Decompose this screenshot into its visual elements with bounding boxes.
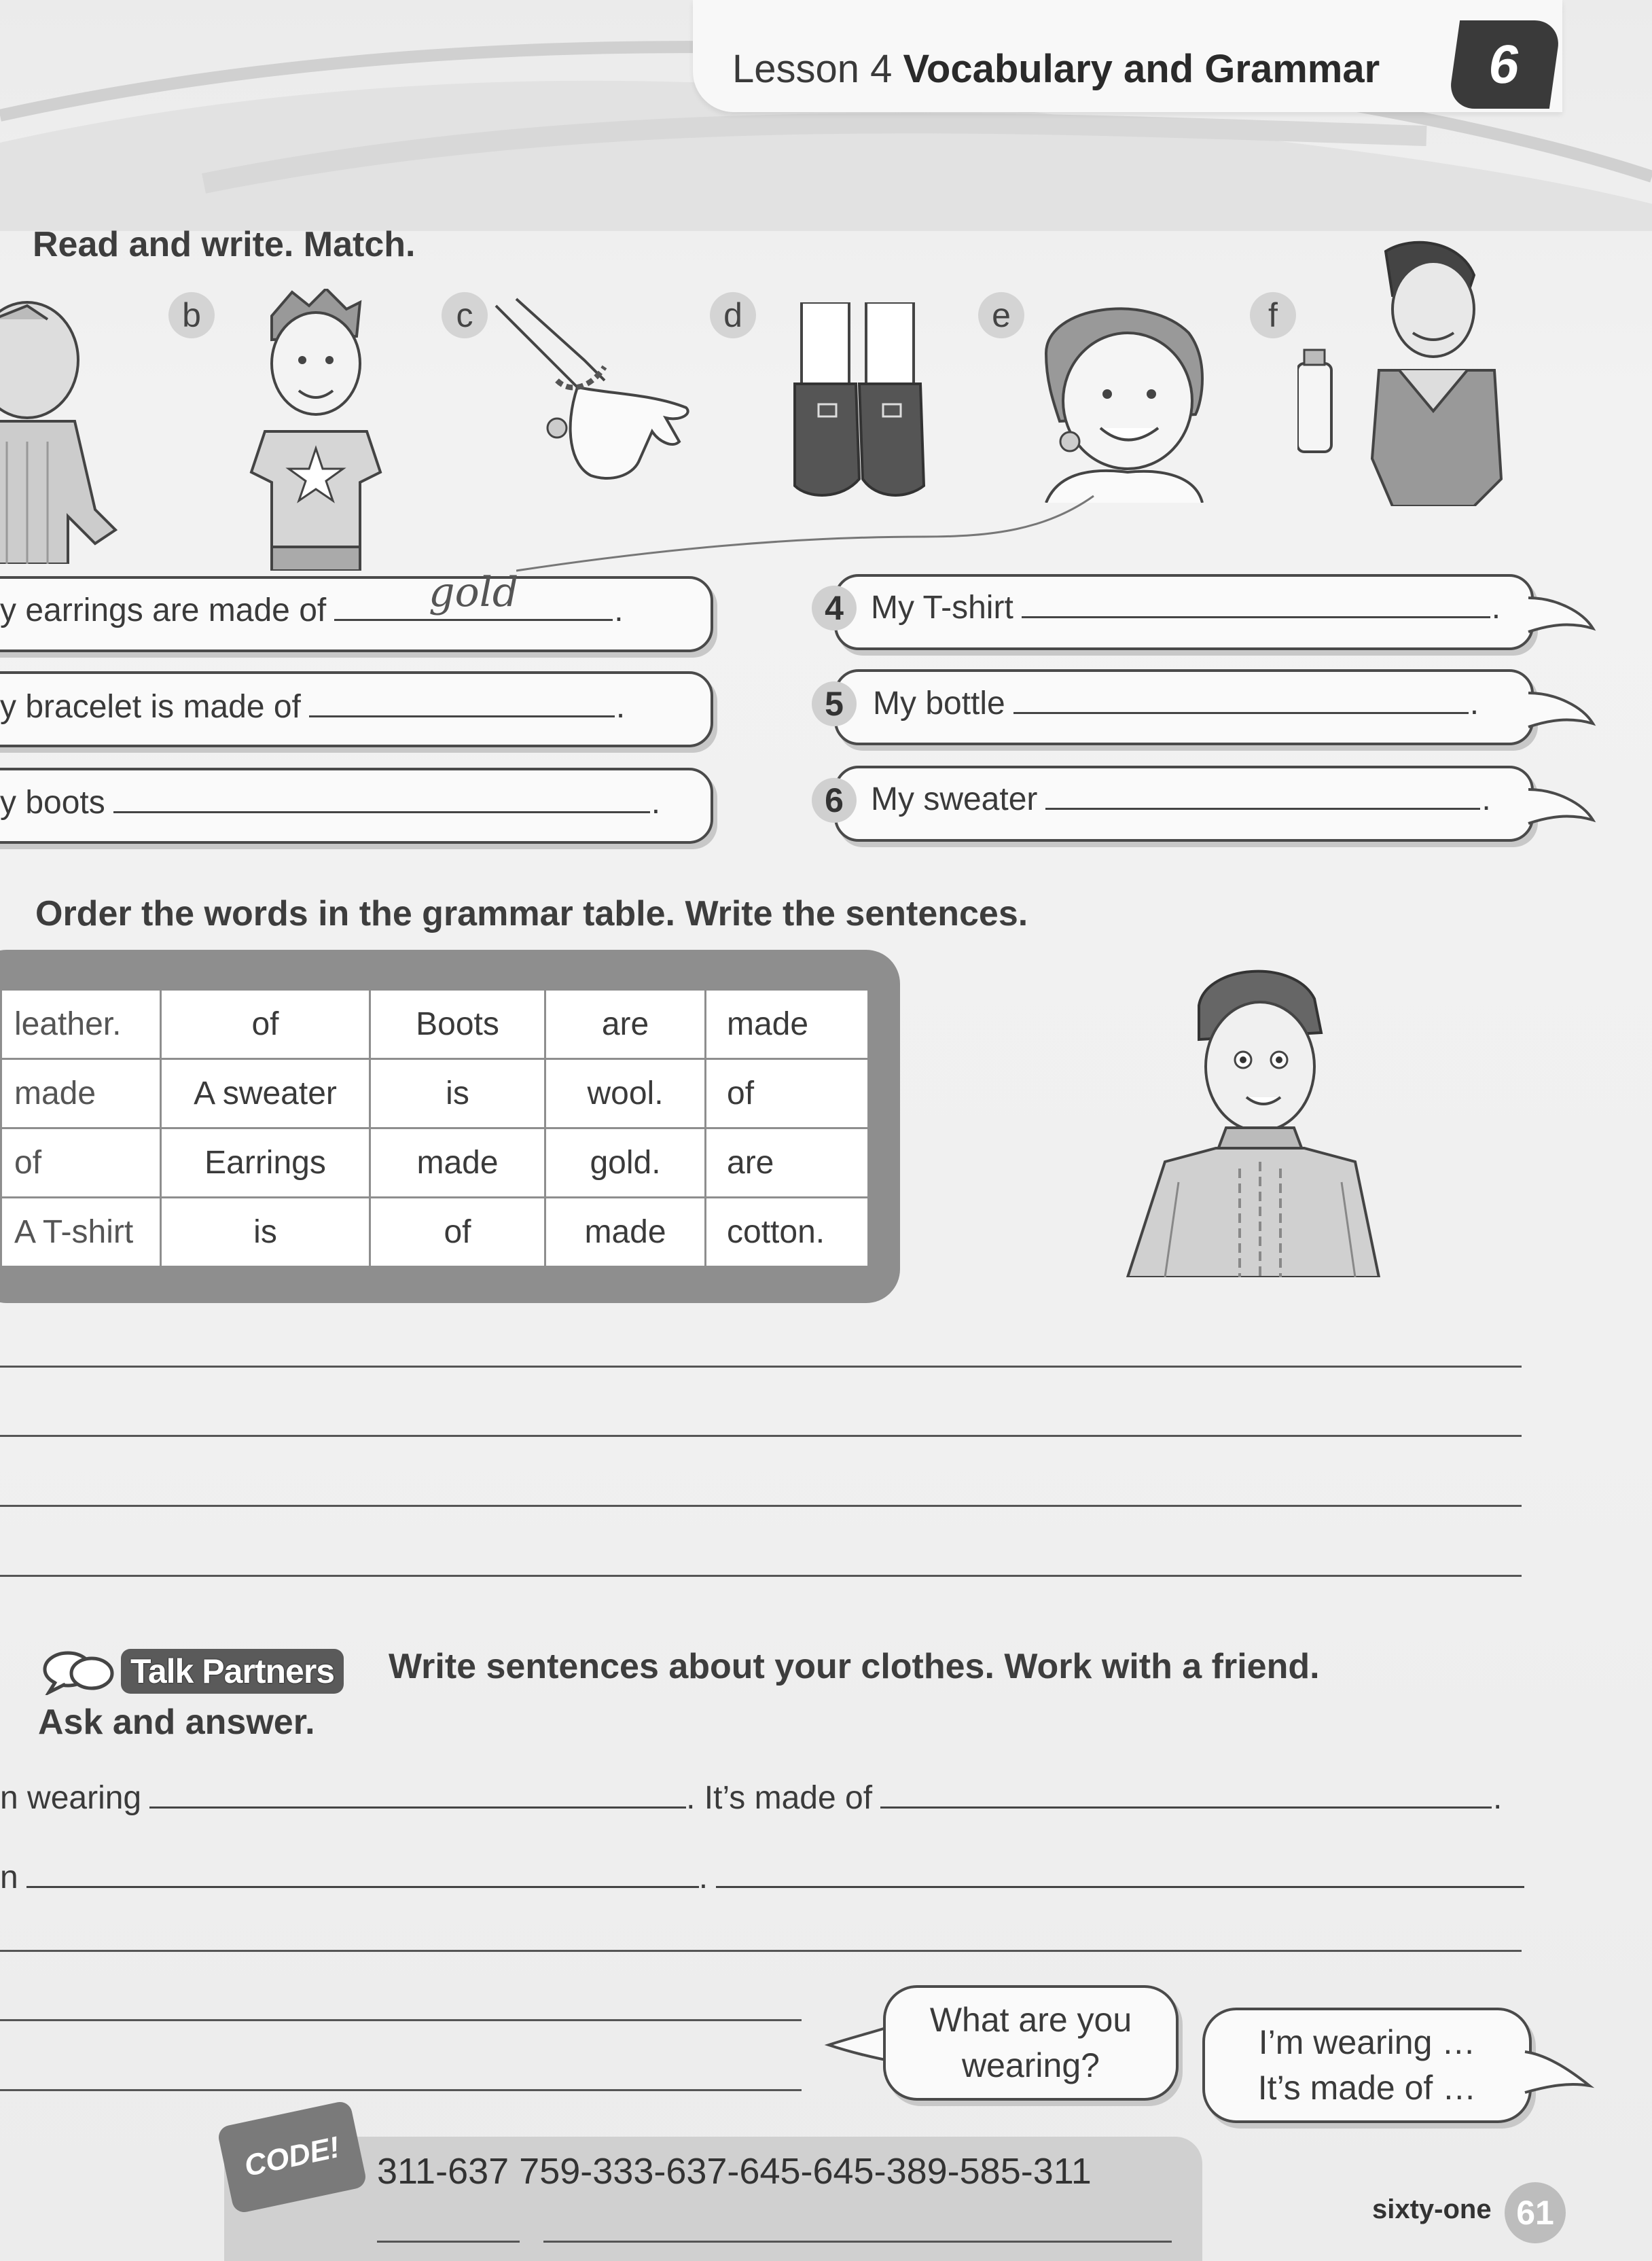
picture-letter-c: c xyxy=(442,292,488,338)
table-cell: A sweater xyxy=(161,1059,370,1128)
table-cell: is xyxy=(161,1198,370,1267)
talk-partners-badge xyxy=(41,1648,344,1695)
sentence-frame-1 xyxy=(0,1779,1502,1817)
sentence-2-text: y bracelet is made of xyxy=(0,689,301,725)
code-answer-line-2[interactable] xyxy=(543,2241,1172,2243)
sentence-5 xyxy=(873,684,1479,722)
writing-line-6[interactable] xyxy=(0,2019,802,2021)
lesson-name: Vocabulary and Grammar xyxy=(903,47,1380,91)
unit-number-badge xyxy=(1448,20,1562,109)
bubble-tails xyxy=(1522,584,1603,870)
table-cell: of xyxy=(706,1059,869,1128)
picture-letter-e: e xyxy=(978,292,1024,338)
sentence-2-period: . xyxy=(615,689,626,725)
lesson-title xyxy=(732,46,1380,92)
answer-line-2: It’s made of … xyxy=(1257,2069,1477,2107)
answer-line-1: I’m wearing … xyxy=(1258,2023,1476,2061)
code-sequence: 311-637 759-333-637-645-645-389-585-311 xyxy=(377,2151,1092,2192)
frame-1-second-field[interactable] xyxy=(880,1779,1492,1809)
table-cell: of xyxy=(161,990,370,1059)
table-cell: cotton. xyxy=(706,1198,869,1267)
table-cell: gold. xyxy=(545,1128,706,1198)
exercise2-instruction: Order the words in the grammar table. Write the sentences. xyxy=(35,894,1028,933)
frame-2-start-text: n xyxy=(0,1859,18,1895)
sentence-4-answer-field[interactable] xyxy=(1022,588,1490,618)
sentence-3-period: . xyxy=(651,785,661,821)
sentence-1 xyxy=(0,569,624,629)
writing-line-5[interactable] xyxy=(0,1950,1522,1952)
table-cell: made xyxy=(545,1198,706,1267)
table-cell: leather. xyxy=(1,990,161,1059)
boy-tshirt-illustration xyxy=(245,289,387,571)
page-number-words: sixty-one xyxy=(1372,2194,1492,2224)
item-number-4: 4 xyxy=(812,586,857,630)
frame-middle-text: . It’s made of xyxy=(686,1780,873,1816)
boy-sweater-illustration xyxy=(0,292,129,564)
sentence-6-answer-field[interactable] xyxy=(1045,780,1480,810)
boy-knitted-sweater-illustration xyxy=(1124,965,1382,1277)
exercise3-instruction-line2: Ask and answer. xyxy=(38,1703,315,1742)
sentence-1-text: y earrings are made of xyxy=(0,592,327,628)
code-answer-line-1[interactable] xyxy=(377,2241,520,2243)
table-row xyxy=(1,1198,869,1267)
sentence-2-answer-field[interactable] xyxy=(309,688,615,717)
writing-line-7[interactable] xyxy=(0,2089,802,2091)
table-cell: made xyxy=(370,1128,545,1198)
talk-partners-label: Talk Partners xyxy=(121,1649,344,1694)
answer-bubble-tail xyxy=(1522,2045,1596,2106)
grammar-table xyxy=(0,989,869,1268)
frame-2-period: . xyxy=(698,1859,708,1895)
picture-letter-b: b xyxy=(168,292,215,338)
sentence-6-period: . xyxy=(1482,781,1491,817)
table-cell: A T-shirt xyxy=(1,1198,161,1267)
table-row xyxy=(1,990,869,1059)
sentence-4-text: My T-shirt xyxy=(871,590,1013,626)
girl-earrings-illustration xyxy=(1032,299,1216,503)
hand-bracelet-illustration xyxy=(475,292,706,503)
table-cell: is xyxy=(370,1059,545,1128)
picture-letter-d: d xyxy=(710,292,756,338)
page-number-badge: 61 xyxy=(1505,2182,1566,2243)
speech-bubble-question xyxy=(883,1985,1179,2101)
sentence-6-text: My sweater xyxy=(871,781,1038,817)
table-cell: made xyxy=(1,1059,161,1128)
sentence-3-text: y boots xyxy=(0,785,105,821)
sentence-5-text: My bottle xyxy=(873,686,1005,722)
sentence-1-answer: gold xyxy=(429,569,519,616)
frame-1-period: . xyxy=(1493,1780,1503,1816)
sentence-5-period: . xyxy=(1469,686,1479,722)
table-cell: of xyxy=(1,1128,161,1198)
table-cell: wool. xyxy=(545,1059,706,1128)
sentence-1-period: . xyxy=(614,592,624,628)
speech-bubble-answer xyxy=(1202,2008,1532,2123)
table-cell: are xyxy=(706,1128,869,1198)
writing-line-3[interactable] xyxy=(0,1505,1522,1507)
picture-letter-f: f xyxy=(1250,292,1296,338)
sentence-6 xyxy=(871,780,1491,818)
table-cell: made xyxy=(706,990,869,1059)
writing-line-4[interactable] xyxy=(0,1575,1522,1577)
table-row xyxy=(1,1128,869,1198)
frame-2-first-field[interactable] xyxy=(26,1858,699,1888)
sentence-frame-2 xyxy=(0,1858,1524,1896)
sentence-2 xyxy=(0,688,625,726)
sentence-4 xyxy=(871,588,1501,626)
frame-2-second-field[interactable] xyxy=(716,1858,1524,1888)
item-number-6: 6 xyxy=(812,778,857,823)
speech-bubbles-icon xyxy=(41,1648,115,1695)
exercise3-instruction-line1: Write sentences about your clothes. Work with a friend. xyxy=(389,1647,1320,1686)
boots-illustration xyxy=(781,302,937,499)
lesson-number: Lesson 4 xyxy=(732,47,893,91)
table-cell: of xyxy=(370,1198,545,1267)
sentence-4-period: . xyxy=(1491,590,1501,626)
exercise1-instruction: Read and write. Match. xyxy=(33,225,416,264)
question-line-2: wearing? xyxy=(962,2046,1100,2084)
table-cell: Earrings xyxy=(161,1128,370,1198)
sentence-3 xyxy=(0,783,660,821)
item-number-5: 5 xyxy=(812,681,857,726)
sentence-3-answer-field[interactable] xyxy=(113,783,650,813)
question-line-1: What are you xyxy=(929,2000,1132,2039)
code-badge-label: CODE! xyxy=(241,2130,343,2184)
table-row xyxy=(1,1059,869,1128)
writing-line-1[interactable] xyxy=(0,1366,1522,1368)
table-cell: Boots xyxy=(370,990,545,1059)
frame-start-text: n wearing xyxy=(0,1780,142,1816)
boy-bottle-illustration xyxy=(1297,234,1508,506)
writing-line-2[interactable] xyxy=(0,1435,1522,1437)
unit-number: 6 xyxy=(1485,34,1524,94)
frame-1-first-field[interactable] xyxy=(149,1779,686,1809)
sentence-1-answer-field[interactable] xyxy=(334,569,613,621)
table-cell: are xyxy=(545,990,706,1059)
sentence-5-answer-field[interactable] xyxy=(1013,684,1469,714)
